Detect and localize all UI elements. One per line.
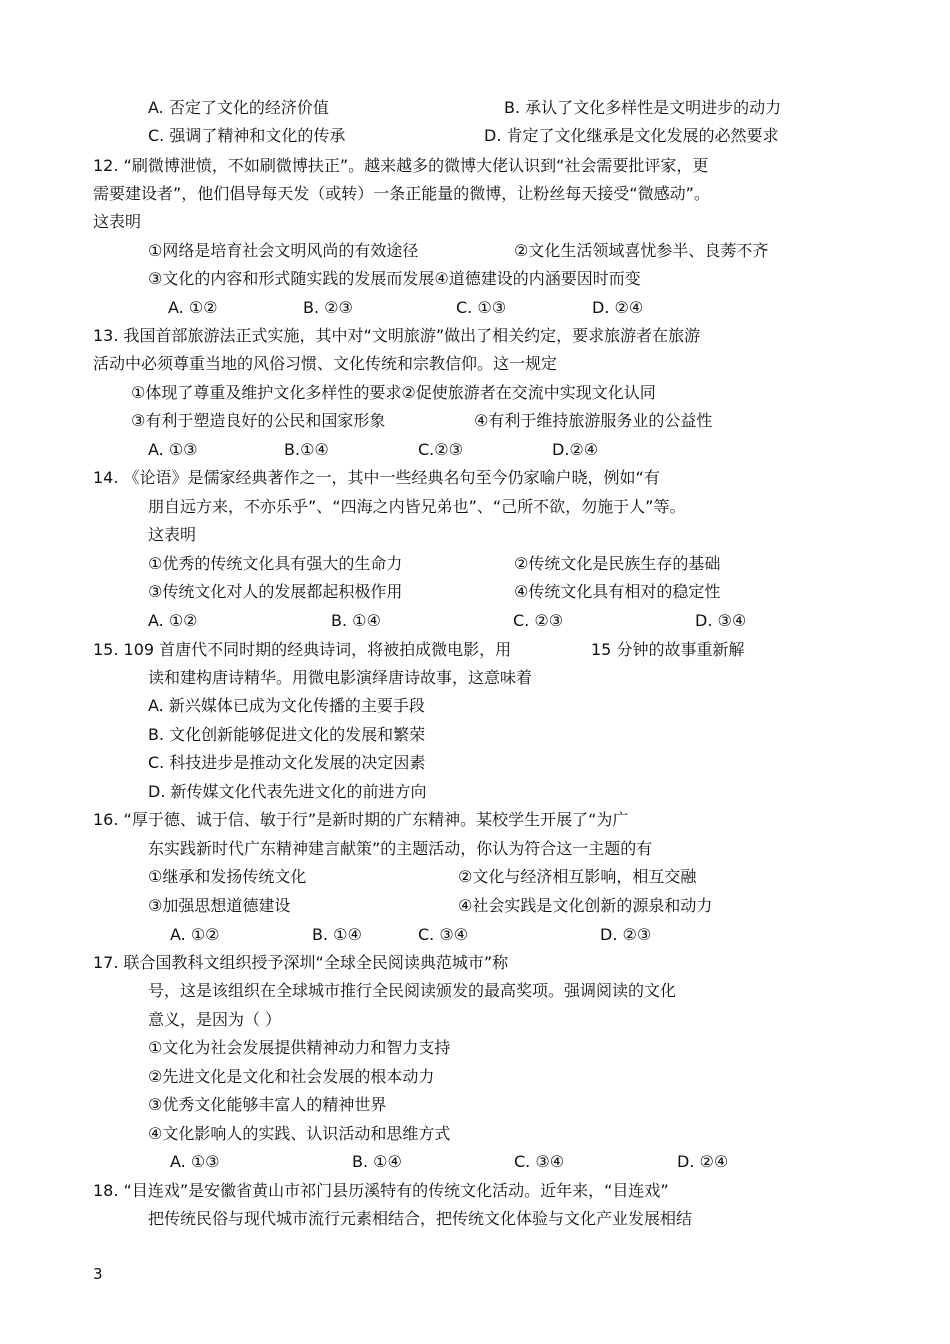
q17-stem-line-2: 号，这是该组织在全球城市推行全民阅读颁发的最高奖项。强调阅读的文化 xyxy=(148,981,677,1000)
q14-option-d: D. ③④ xyxy=(695,611,747,630)
page-number: 3 xyxy=(93,1265,103,1283)
q16-option-d: D. ②③ xyxy=(600,925,652,944)
q13-option-a: A. ①③ xyxy=(148,440,198,459)
q12-stem-line-1: 12. “刷微博泄愤，不如刷微博扶正”。越来越多的微博大佬认识到“社会需要批评家，更 xyxy=(93,156,709,175)
q11-option-b: B. 承认了文化多样性是文明进步的动力 xyxy=(504,98,782,117)
q15-stem-line-2: 读和建构唐诗精华。用微电影演绎唐诗故事，这意味着 xyxy=(148,668,533,687)
q16-option-b: B. ①④ xyxy=(312,925,362,944)
q13-stem-line-2: 活动中必须尊重当地的风俗习惯、文化传统和宗教信仰。这一规定 xyxy=(93,354,558,373)
q16-option-a: A. ①② xyxy=(170,925,220,944)
q16-option-c: C. ③④ xyxy=(418,925,469,944)
q17-option-d: D. ②④ xyxy=(677,1152,729,1171)
q17-option-b: B. ①④ xyxy=(352,1152,402,1171)
q17-stem-line-3: 意义，是因为（ ） xyxy=(148,1010,282,1029)
q12-option-a: A. ①② xyxy=(168,298,218,317)
q17-statement-2: ②先进文化是文化和社会发展的根本动力 xyxy=(148,1067,435,1086)
q12-statement-1: ①网络是培育社会文明风尚的有效途径 xyxy=(148,241,419,260)
q12-stem-line-2: 需要建设者”，他们倡导每天发（或转）一条正能量的微博，让粉丝每天接受“微感动”。 xyxy=(93,184,710,203)
q16-statement-2: ②文化与经济相互影响，相互交融 xyxy=(458,867,697,886)
q17-option-c: C. ③④ xyxy=(514,1152,565,1171)
q17-statement-1: ①文化为社会发展提供精神动力和智力支持 xyxy=(148,1038,451,1057)
q14-statement-3: ③传统文化对人的发展都起积极作用 xyxy=(148,582,403,601)
q14-stem-line-3: 这表明 xyxy=(148,525,197,544)
q12-stem-line-3: 这表明 xyxy=(93,212,142,231)
q11-option-c: C. 强调了精神和文化的传承 xyxy=(148,126,346,145)
q11-option-a: A. 否定了文化的经济价值 xyxy=(148,98,329,117)
q17-statement-4: ④文化影响人的实践、认识活动和思维方式 xyxy=(148,1124,451,1143)
q14-option-b: B. ①④ xyxy=(331,611,381,630)
q18-stem-line-1: 18. “目连戏”是安徽省黄山市祁门县历溪特有的传统文化活动。近年来，“目连戏” xyxy=(93,1181,669,1200)
q18-stem-line-2: 把传统民俗与现代城市流行元素相结合，把传统文化体验与文化产业发展相结 xyxy=(148,1209,693,1228)
q17-stem-line-1: 17. 联合国教科文组织授予深圳“全球全民阅读典范城市”称 xyxy=(93,953,509,972)
q15-option-c: C. 科技进步是推动文化发展的决定因素 xyxy=(148,753,426,772)
q12-option-b: B. ②③ xyxy=(303,298,353,317)
q15-option-d: D. 新传媒文化代表先进文化的前进方向 xyxy=(148,782,427,801)
q14-option-c: C. ②③ xyxy=(513,611,564,630)
q13-option-b: B.①④ xyxy=(284,440,329,459)
q12-option-d: D. ②④ xyxy=(592,298,644,317)
q13-statement-1-2: ①体现了尊重及维护文化多样性的要求②促使旅游者在交流中实现文化认同 xyxy=(131,383,656,402)
q14-option-a: A. ①② xyxy=(148,611,198,630)
q12-option-c: C. ①③ xyxy=(456,298,507,317)
q14-statement-2: ②传统文化是民族生存的基础 xyxy=(514,554,721,573)
q17-statement-3: ③优秀文化能够丰富人的精神世界 xyxy=(148,1095,387,1114)
q14-statement-1: ①优秀的传统文化具有强大的生命力 xyxy=(148,554,403,573)
q16-stem-line-2: 东实践新时代广东精神建言献策”的主题活动，你认为符合这一主题的有 xyxy=(148,839,653,858)
q15-option-a: A. 新兴媒体已成为文化传播的主要手段 xyxy=(148,696,425,715)
q11-option-d: D. 肯定了文化继承是文化发展的必然要求 xyxy=(484,126,779,145)
q13-stem-line-1: 13. 我国首部旅游法正式实施，其中对“文明旅游”做出了相关约定，要求旅游者在旅游 xyxy=(93,326,701,345)
q15-stem-line-1b: 15 分钟的故事重新解 xyxy=(591,640,745,659)
q16-stem-line-1: 16. “厚于德、诚于信、敏于行”是新时期的广东精神。某校学生开展了“为广 xyxy=(93,810,629,829)
q14-stem-line-2: 朋自远方来，不亦乐乎”、“四海之内皆兄弟也”、“己所不欲，勿施于人”等。 xyxy=(148,497,686,516)
q16-statement-3: ③加强思想道德建设 xyxy=(148,896,291,915)
q12-statement-3-4: ③文化的内容和形式随实践的发展而发展④道德建设的内涵要因时而变 xyxy=(148,269,641,288)
q17-option-a: A. ①③ xyxy=(170,1152,220,1171)
q13-option-c: C.②③ xyxy=(418,440,463,459)
q16-statement-4: ④社会实践是文化创新的源泉和动力 xyxy=(458,896,713,915)
q12-statement-2: ②文化生活领域喜忧参半、良莠不齐 xyxy=(514,241,769,260)
q15-stem-line-1a: 15. 109 首唐代不同时期的经典诗词，将被拍成微电影，用 xyxy=(93,640,512,659)
q16-statement-1: ①继承和发扬传统文化 xyxy=(148,867,307,886)
q13-statement-3: ③有利于塑造良好的公民和国家形象 xyxy=(131,411,386,430)
q13-statement-4: ④有利于维持旅游服务业的公益性 xyxy=(474,411,713,430)
q14-stem-line-1: 14. 《论语》是儒家经典著作之一，其中一些经典名句至今仍家喻户晓，例如“有 xyxy=(93,468,660,487)
q14-statement-4: ④传统文化具有相对的稳定性 xyxy=(514,582,721,601)
q13-option-d: D.②④ xyxy=(552,440,599,459)
q15-option-b: B. 文化创新能够促进文化的发展和繁荣 xyxy=(148,725,426,744)
